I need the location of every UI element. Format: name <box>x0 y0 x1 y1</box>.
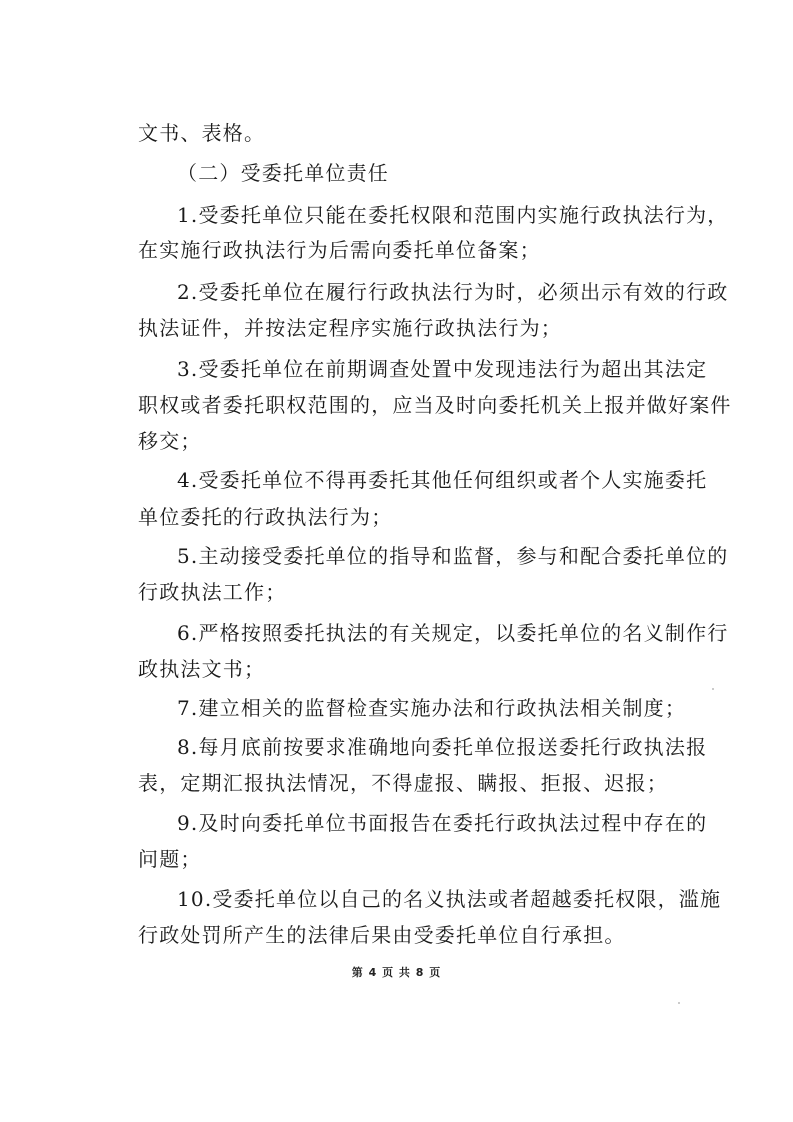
text-line: 4.受委托单位不得再委托其他任何组织或者个人实施委托 <box>177 468 708 492</box>
text-line: 8.每月底前按要求准确地向委托单位报送委托行政执法报 <box>177 735 708 759</box>
text-line: 7.建立相关的监督检查实施办法和行政执法相关制度； <box>177 696 687 720</box>
scan-speck <box>712 688 714 690</box>
section-heading: （二）受委托单位责任 <box>177 161 389 185</box>
text-line: 执法证件，并按法定程序实施行政执法行为； <box>138 316 562 340</box>
text-line: 5.主动接受委托单位的指导和监督，参与和配合委托单位的 <box>177 544 729 568</box>
text-line: 3.受委托单位在前期调查处置中发现违法行为超出其法定 <box>177 357 708 381</box>
text-line: 2.受委托单位在履行行政执法行为时，必须出示有效的行政 <box>177 280 729 304</box>
text-line: 职权或者委托职权范围的，应当及时向委托机关上报并做好案件 <box>138 393 732 417</box>
text-line: 问题； <box>138 847 202 871</box>
page-number-footer: 第 4 页 共 8 页 <box>351 966 442 979</box>
text-line: 10.受委托单位以自己的名义执法或者超越委托权限，滥施 <box>177 887 722 911</box>
text-line: 1.受委托单位只能在委托权限和范围内实施行政执法行为， <box>177 203 729 227</box>
text-line: 行政处罚所产生的法律后果由受委托单位自行承担。 <box>138 923 626 947</box>
text-line: 政执法文书； <box>138 657 266 681</box>
scan-speck <box>678 1002 680 1004</box>
text-line: 移交； <box>138 429 202 453</box>
text-line: 单位委托的行政执法行为； <box>138 505 393 529</box>
text-line: 6.严格按照委托执法的有关规定，以委托单位的名义制作行 <box>177 621 729 645</box>
text-line: 9.及时向委托单位书面报告在委托行政执法过程中存在的 <box>177 811 708 835</box>
text-line: 在实施行政执法行为后需向委托单位备案； <box>138 238 541 262</box>
text-line: 文书、表格。 <box>138 121 266 145</box>
text-line: 行政执法工作； <box>138 580 287 604</box>
text-line: 表，定期汇报执法情况，不得虚报、瞒报、拒报、迟报； <box>138 771 668 795</box>
